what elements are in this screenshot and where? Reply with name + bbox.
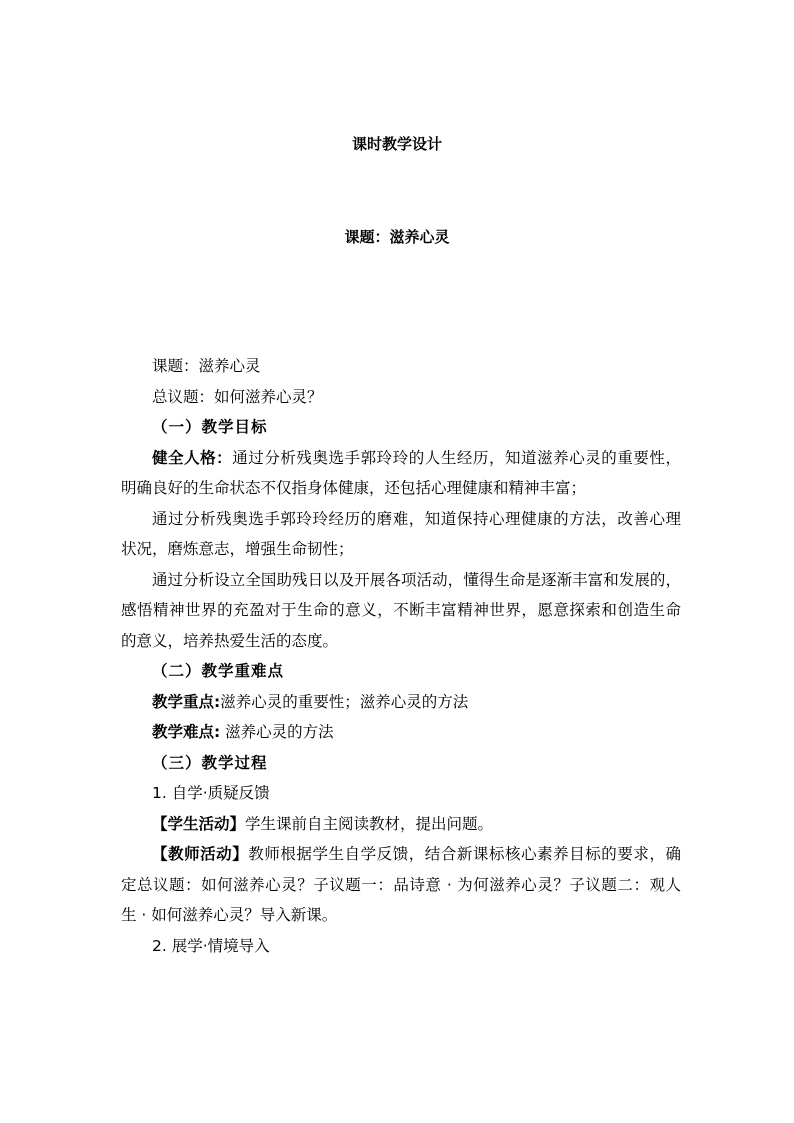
- key-point-label: 教学重点:: [152, 692, 221, 711]
- lesson-line: 课题：滋养心灵: [152, 357, 261, 375]
- goal2-line2: 状况，磨炼意志，增强生命韧性；: [121, 540, 354, 558]
- difficulty-text: 滋养心灵的方法: [225, 723, 334, 741]
- goal1-line2: 明确良好的生命状态不仅指身体健康，还包括心理健康和精神丰富；: [121, 479, 587, 497]
- teacher-activity-text: 教师根据学生自学反馈，结合新课标核心素养目标的要求，确: [248, 845, 681, 863]
- teacher-activity-line1: [121, 839, 681, 870]
- student-activity-label: 【学生活动】: [152, 814, 246, 833]
- goal1-line1: [121, 443, 681, 474]
- step1-heading: 1. 自学·质疑反馈: [152, 784, 270, 802]
- key-point-text: 滋养心灵的重要性；滋养心灵的方法: [220, 692, 469, 711]
- goal3-line3: 的意义，培养热爱生活的态度。: [121, 631, 339, 650]
- goal3-line2: 感悟精神世界的充盈对于生命的意义，不断丰富精神世界，愿意探索和创造生命: [121, 601, 681, 619]
- document-body: [121, 351, 681, 961]
- main-question-line: 总议题：如何滋养心灵？: [152, 387, 323, 406]
- student-activity-line: [121, 809, 681, 840]
- difficulty-label: 教学难点:: [152, 723, 221, 741]
- difficulty-line: [121, 717, 681, 748]
- student-activity-text: 学生课前自主阅读教材，提出问题。: [245, 814, 494, 833]
- page-title: 课时教学设计: [351, 135, 442, 153]
- section-heading-goals: （一）教学目标: [152, 418, 268, 436]
- teacher-activity-line3: 生 · 如何滋养心灵？导入新课。: [121, 906, 338, 924]
- section-heading-process: （三）教学过程: [152, 753, 268, 772]
- key-point-line: [121, 687, 681, 718]
- section-heading-key-points: （二）教学重难点: [152, 662, 285, 680]
- goal3-line1: 通过分析设立全国助残日以及开展各项活动，懂得生命是逐渐丰富和发展的，: [152, 570, 681, 589]
- teacher-activity-line2: 定总议题：如何滋养心灵？子议题一：品诗意 · 为何滋养心灵？子议题二：观人: [121, 875, 681, 894]
- goal1-label: 健全人格：: [152, 448, 233, 467]
- lesson-title: 课题：滋养心灵: [344, 228, 450, 246]
- goal1-text: 通过分析残奥选手郭玲玲的人生经历，知道滋养心灵的重要性，: [232, 448, 681, 467]
- teacher-activity-label: 【教师活动】: [152, 845, 249, 863]
- step2-heading: 2. 展学·情境导入: [152, 936, 270, 955]
- goal2-line1: 通过分析残奥选手郭玲玲经历的磨难，知道保持心理健康的方法，改善心理: [152, 509, 681, 528]
